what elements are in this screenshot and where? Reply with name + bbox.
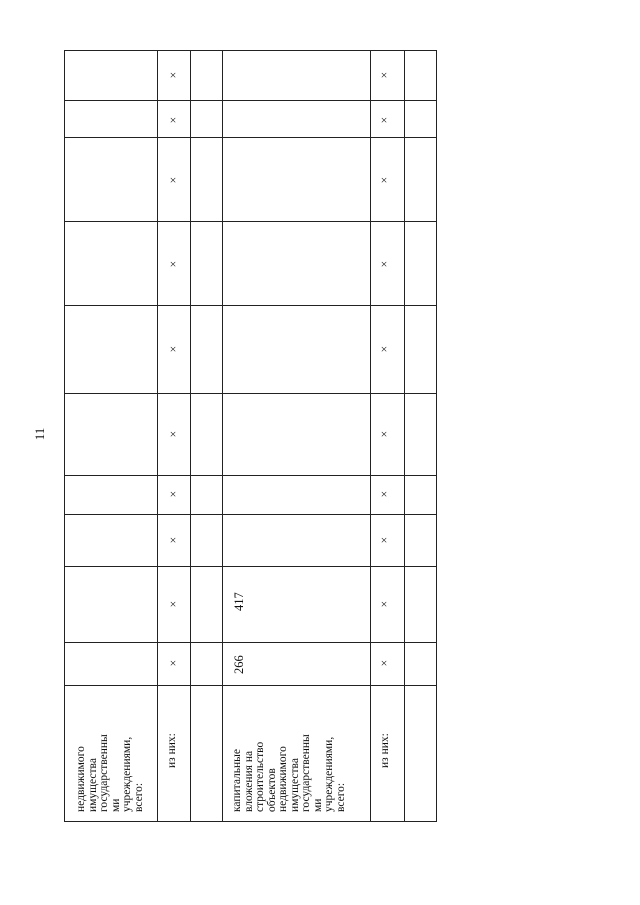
table-rule (157, 50, 158, 822)
label-line: недвижимого (75, 746, 87, 812)
table-rule (404, 50, 405, 822)
cross-mark: × (169, 68, 177, 82)
label-line: из них: (379, 733, 391, 768)
cross-mark: × (169, 533, 177, 547)
label-line: вложения на (242, 750, 255, 812)
cross-mark: × (169, 487, 177, 501)
table-rule (64, 305, 437, 306)
cross-mark: × (169, 427, 177, 441)
table-rule (64, 685, 437, 686)
cross-mark: × (169, 173, 177, 187)
cross-mark: × (380, 257, 388, 271)
cross-mark: × (380, 487, 388, 501)
cross-mark: × (380, 533, 388, 547)
label-line: имущества (86, 758, 99, 812)
label-line: государственны (98, 734, 110, 812)
cross-mark: × (169, 597, 177, 611)
page-number: 11 (32, 427, 47, 441)
cross-mark: × (169, 656, 177, 670)
cross-mark: × (380, 597, 388, 611)
cross-mark: × (169, 257, 177, 271)
cross-mark: × (380, 342, 388, 356)
label-line: учреждениями, (121, 736, 133, 812)
label-line: всего: (132, 782, 145, 812)
label-line: учреждениями, (323, 736, 335, 812)
table-rule (64, 221, 437, 222)
label-line: объектов (265, 768, 278, 812)
cross-mark: × (169, 113, 177, 127)
label-line: из них: (166, 733, 178, 768)
cross-mark: × (380, 656, 388, 670)
cross-mark: × (380, 113, 388, 127)
label-line: государственны (300, 734, 312, 812)
value-266: 266 (232, 655, 246, 674)
row-label-real-estate-total (76, 734, 145, 812)
table-rule (190, 50, 191, 822)
table-rule (64, 393, 437, 394)
table-border-left (64, 50, 65, 822)
table-rule (64, 566, 437, 567)
label-line: недвижимого (277, 746, 289, 812)
label-line: имущества (288, 758, 301, 812)
label-line: ми (109, 798, 122, 812)
table-rule (64, 100, 437, 101)
table-border-right (436, 50, 437, 822)
cross-mark: × (380, 68, 388, 82)
table-rule (64, 514, 437, 515)
row-label-of-which (167, 733, 179, 768)
label-line: капитальные (231, 748, 243, 812)
table-rule (222, 50, 223, 822)
label-line: строительство (254, 741, 266, 812)
cross-mark: × (380, 427, 388, 441)
cross-mark: × (380, 173, 388, 187)
label-line: ми (311, 798, 324, 812)
value-417: 417 (232, 592, 246, 611)
table-rule (64, 137, 437, 138)
table-border-bottom (64, 821, 437, 822)
label-line: всего: (334, 782, 347, 812)
table-rule (64, 642, 437, 643)
table-rule (370, 50, 371, 822)
row-label-capital-investments (232, 734, 347, 812)
table-border-top (64, 50, 437, 51)
table-rule (64, 475, 437, 476)
cross-mark: × (169, 342, 177, 356)
row-label-of-which-2 (380, 733, 392, 768)
